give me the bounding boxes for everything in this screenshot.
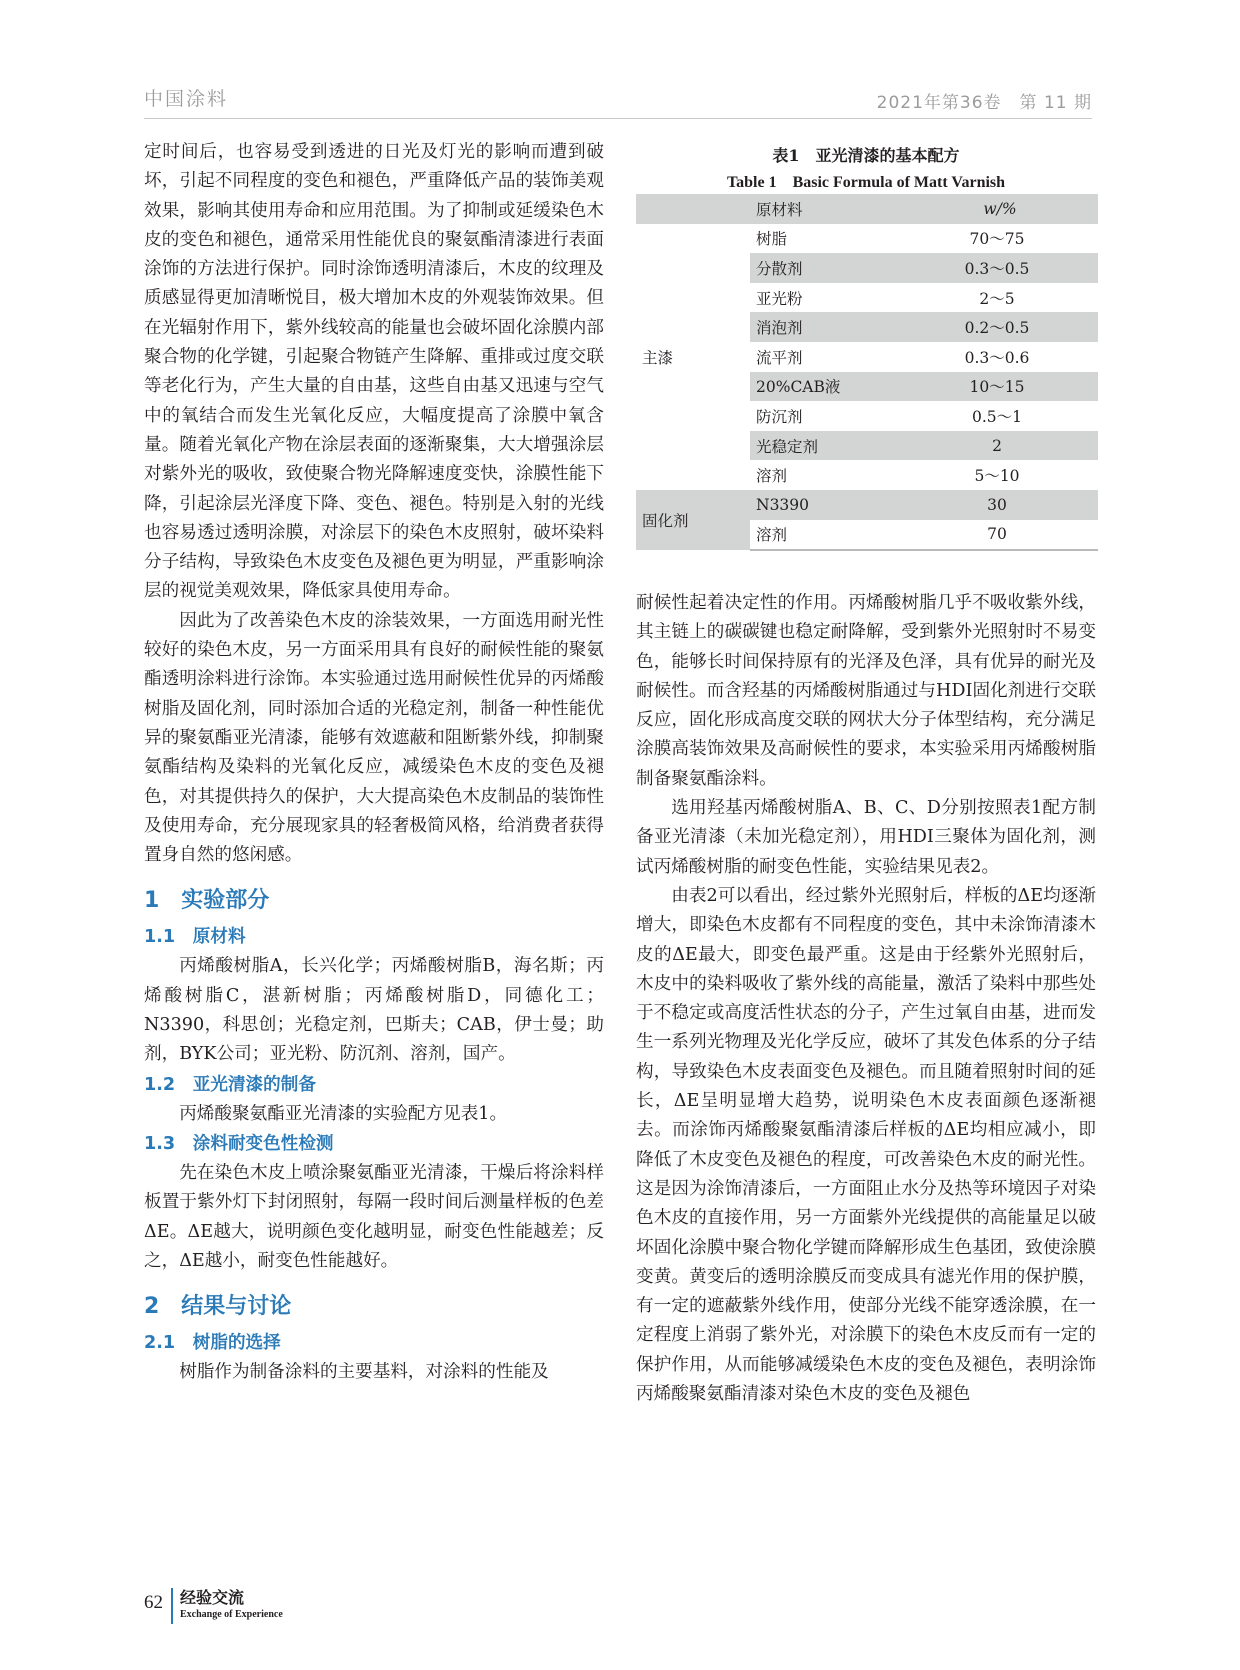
table-cell-material: 消泡剂 [750,312,896,342]
table-cell-value: 5～10 [974,467,1020,486]
subsection-heading: 1.2 亚光清漆的制备 [144,1074,316,1095]
table-cell-value: 70～75 [969,230,1025,249]
footer-divider [171,1588,173,1624]
body-paragraph: 先在染色木皮上喷涂聚氨酯亚光清漆，干燥后将涂料样板置于紫外灯下封闭照射，每隔一段时间后测量样板的色差ΔE。ΔE越大，说明颜色变化越明显，耐变色性能越差；反之，ΔE越小，耐变色性能越好。 [144,1162,604,1271]
table-cell-material: 亚光粉 [756,289,803,308]
table-group-main: 主漆 [636,224,750,490]
table-cell-value: 2～5 [979,289,1015,308]
subsection-heading: 1.3 涂料耐变色性检测 [144,1133,334,1154]
table-cell-value: 0.5～1 [971,407,1022,426]
table-cell-material: 溶剂 [750,520,896,551]
table-cell-material: 防沉剂 [756,407,803,426]
journal-name: 中国涂料 [144,88,229,110]
body-paragraph: 选用羟基丙烯酸树脂A、B、C、D分别按照表1配方制备亚光清漆（未加光稳定剂），用HDI三聚体为固化剂，测试丙烯酸树脂的耐变色性能，实验结果见表2。 [636,798,1096,877]
table-cell-material: 20%CAB液 [750,372,896,402]
section-heading: 1 实验部分 [144,888,270,914]
table-cell-value: 0.3～0.5 [896,253,1098,283]
body-paragraph: 丙烯酸树脂A，长兴化学；丙烯酸树脂B，海名斯；丙烯酸树脂C，湛新树脂；丙烯酸树脂D，同德化工；N3390，科思创；光稳定剂，巴斯夫；CAB，伊士曼；助剂，BYK公司；亚光粉、防沉剂、溶剂，国产。 [144,956,604,1065]
table-caption-zh: 表1 亚光清漆的基本配方 [772,146,960,165]
table-cell-material: 溶剂 [756,467,788,486]
subsection-heading: 2.1 树脂的选择 [144,1333,281,1354]
body-paragraph: 定时间后，也容易受到透进的日光及灯光的影响而遭到破坏，引起不同程度的变色和褪色，严重降低产品的装饰美观效果，影响其使用寿命和应用范围。为了抑制或延缓染色木皮的变色和褪色，通常采用性能优良的聚氨酯清漆进行表面涂饰的方法进行保护。同时涂饰透明清漆后，木皮的纹理及质感显得更加清晰悦目，极大增加木皮的外观装饰效果。但在光辐射作用下，紫外线较高的能量也会破坏固化涂膜内部聚合物的化学键，引起聚合物链产生降解、重排或过度交联等老化行为，产生大量的自由基，这些自由基又迅速与空气中的氧结合而发生光氧化反应，大幅度提高了涂膜中氧含量。随着光氧化产物在涂层表面的逐渐聚集，大大增强涂层对紫外光的吸收，致使聚合物光降解速度变快，涂膜性能下降，引起涂层光泽度下降、变色、褪色。特别是入射的光线也容易透过透明涂膜，对涂层下的染色木皮照射，破坏染料分子结构，导致染色木皮变色及褪色更为明显，严重影响涂层的视觉美观效果，降低家具使用寿命。 [144,142,604,602]
table-cell-material: 树脂 [756,230,788,249]
table-cell-material: 分散剂 [750,253,896,283]
table-caption-en: Table 1 Basic Formula of Matt Varnish [726,174,1006,191]
table-cell-material: 流平剂 [756,348,803,367]
subsection-heading: 1.1 原材料 [144,927,246,948]
header-divider [144,118,1092,119]
table-cell-material: 光稳定剂 [750,431,896,461]
body-paragraph: 由表2可以看出，经过紫外光照射后，样板的ΔE均逐渐增大，即染色木皮都有不同程度的变色，其中未涂饰清漆木皮的ΔE最大，即变色最严重。这是由于经紫外光照射后，木皮中的染料吸收了紫外线的高能量，激活了染料中那些处于不稳定或高度活性状态的分子，产生过氧自由基，进而发生一系列光物理及光化学反应，破坏了其发色体系的分子结构，导致染色木皮表面变色及褪色。而且随着照射时间的延长，ΔE呈明显增大趋势，说明染色木皮表面颜色逐渐褪去。而涂饰丙烯酸聚氨酯清漆后样板的ΔE均相应减小，即降低了木皮变色及褪色的程度，可改善染色木皮的耐光性。这是因为涂饰清漆后，一方面阻止水分及热等环境因子对染色木皮的直接作用，另一方面紫外光线提供的高能量足以破坏固化涂膜中聚合物化学键而降解形成生色基团，致使涂膜变黄。黄变后的透明涂膜反而变成具有滤光作用的保护膜，有一定的遮蔽紫外线作用，使部分光线不能穿透涂膜，在一定程度上消弱了紫外光，对涂膜下的染色木皮反而有一定的保护作用，从而能够减缓染色木皮的变色及褪色，表明涂饰丙烯酸聚氨酯清漆对染色木皮的变色及褪色 [636,885,1096,1405]
body-paragraph: 因此为了改善染色木皮的涂装效果，一方面选用耐光性较好的染色木皮，另一方面采用具有良好的耐候性能的聚氨酯透明涂料进行涂饰。本实验通过选用耐候性优异的丙烯酸树脂及固化剂，同时添加合适的光稳定剂，制备一种性能优异的聚氨酯亚光清漆，能够有效遮蔽和阻断紫外线，抑制聚氨酯结构及染料的光氧化反应，减缓染色木皮的变色及褪色，对其提供持久的保护，大大提高染色木皮制品的装饰性及使用寿命，充分展现家具的轻奢极简风格，给消费者获得置身自然的悠闲感。 [144,610,604,866]
table-header-content: w/% [896,194,1098,224]
issue-info: 2021年第36卷 第 11 期 [876,93,1092,113]
table-header-cell [636,194,750,224]
body-paragraph: 丙烯酸聚氨酯亚光清漆的实验配方见表1。 [179,1103,508,1124]
body-paragraph: 树脂作为制备涂料的主要基料，对涂料的性能及 [179,1362,549,1383]
table-cell-value: 70 [896,520,1098,551]
table-cell-value: 0.3～0.6 [964,348,1030,367]
section-label-en: Exchange of Experience [180,1609,283,1620]
table-cell-material: N3390 [750,490,896,520]
right-column [636,589,1096,1409]
table-cell-value: 30 [896,490,1098,520]
page-footer [144,1588,283,1624]
table-cell-value: 0.2～0.5 [896,312,1098,342]
section-heading: 2 结果与讨论 [144,1294,292,1320]
formula-table [636,194,1098,551]
page-number: 62 [144,1592,163,1613]
table-cell-value: 2 [896,431,1098,461]
body-paragraph: 耐候性起着决定性的作用。丙烯酸树脂几乎不吸收紫外线，其主链上的碳碳键也稳定耐降解，受到紫外光照射时不易变色，能够长时间保持原有的光泽及色泽，具有优异的耐光及耐候性。而含羟基的丙烯酸树脂通过与HDI固化剂进行交联反应，固化形成高度交联的网状大分子体型结构，充分满足涂膜高装饰效果及高耐候性的要求，本实验采用丙烯酸树脂制备聚氨酯涂料。 [636,593,1096,789]
table-header-material: 原材料 [750,194,896,224]
section-label-zh: 经验交流 [180,1588,245,1607]
left-column [144,138,604,1387]
table-cell-value: 10～15 [896,372,1098,402]
table-group-curing: 固化剂 [636,490,750,550]
